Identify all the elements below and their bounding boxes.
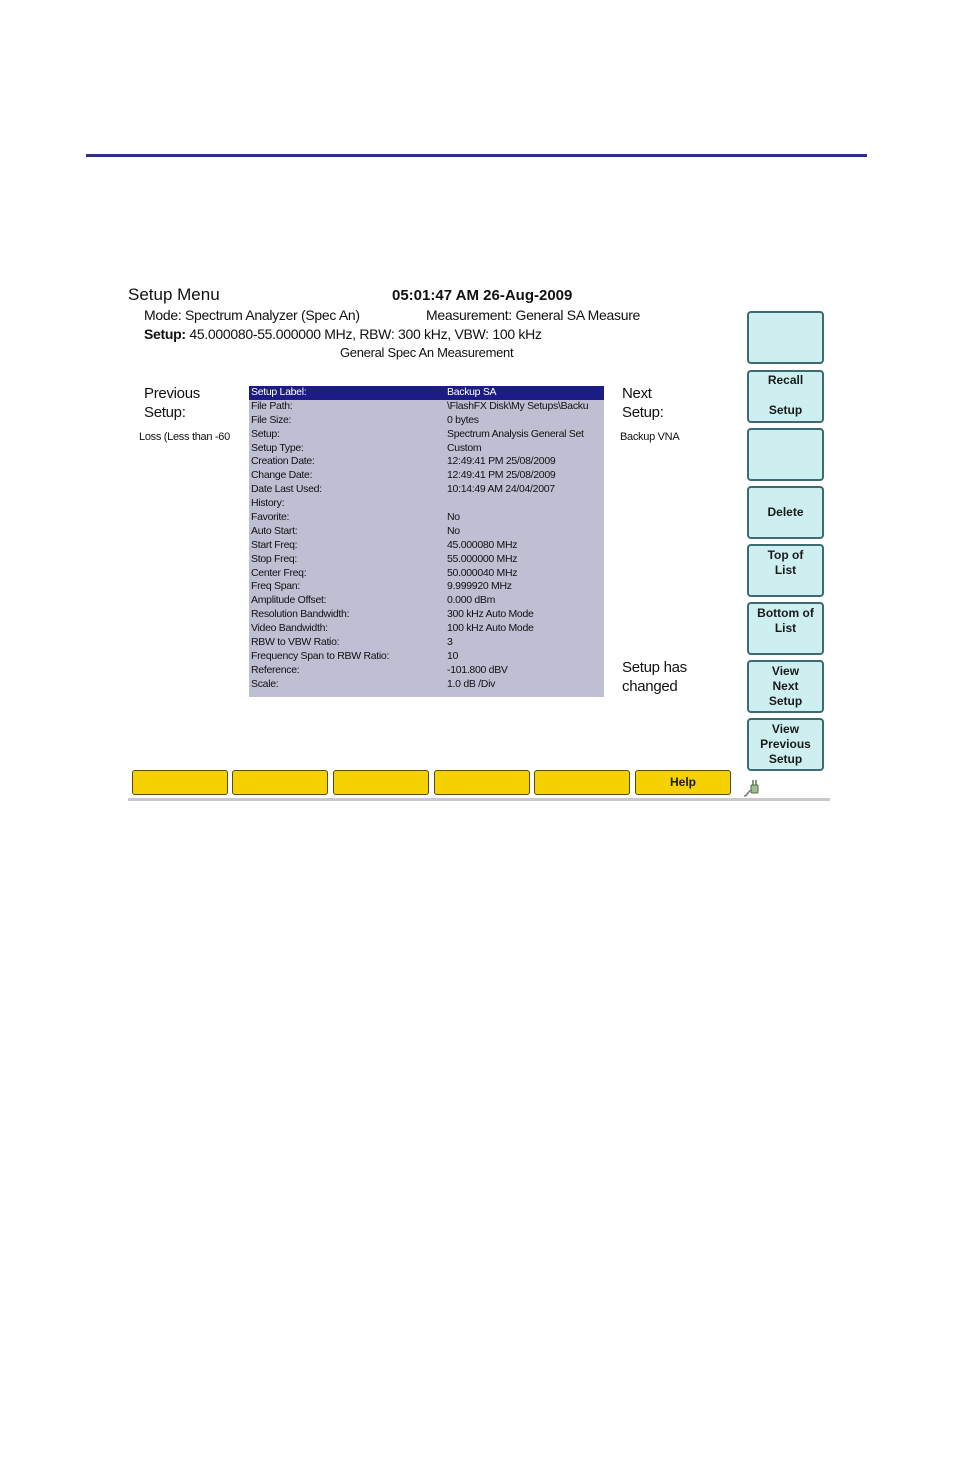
view-prev-label-1: View <box>771 722 800 736</box>
page-header-rule <box>86 154 867 157</box>
detail-label: Center Freq: <box>251 566 307 579</box>
detail-label: History: <box>251 497 285 510</box>
detail-label: Favorite: <box>251 511 290 524</box>
detail-value: 100 kHz Auto Mode <box>447 622 534 635</box>
setup-detail-row <box>249 539 604 553</box>
detail-label: Reference: <box>251 663 300 676</box>
setup-detail-row <box>249 678 604 692</box>
detail-label: Amplitude Offset: <box>251 594 327 607</box>
softkey-blank-2[interactable] <box>747 428 824 481</box>
view-previous-setup-button[interactable] <box>747 718 824 771</box>
recall-setup-label-1: Recall <box>767 373 804 387</box>
detail-value: No <box>447 524 460 537</box>
setup-detail-row <box>249 594 604 608</box>
setup-detail-row <box>249 553 604 567</box>
status-line2: changed <box>622 678 678 695</box>
detail-label: Setup: <box>251 427 280 440</box>
function-key-2[interactable] <box>232 770 328 795</box>
measurement-label: Measurement: <box>426 307 512 323</box>
top-of-list-label-1: Top of <box>767 548 804 562</box>
setup-detail-row <box>249 664 604 678</box>
detail-label: File Path: <box>251 399 293 412</box>
setup-detail-row <box>249 567 604 581</box>
delete-label: Delete <box>767 505 804 519</box>
detail-value: 1.0 dB /Div <box>447 677 496 690</box>
detail-label: File Size: <box>251 413 292 426</box>
bottom-of-list-button[interactable] <box>747 602 824 655</box>
detail-label: Stop Freq: <box>251 552 298 565</box>
detail-label: RBW to VBW Ratio: <box>251 636 340 649</box>
detail-value: Backup SA <box>447 386 497 398</box>
view-next-label-3: Setup <box>768 694 803 708</box>
function-key-4[interactable] <box>434 770 530 795</box>
function-key-1[interactable] <box>132 770 228 795</box>
view-next-setup-button[interactable] <box>747 660 824 713</box>
view-prev-label-3: Setup <box>768 752 803 766</box>
detail-label: Setup Type: <box>251 441 304 454</box>
help-button[interactable] <box>635 770 731 795</box>
detail-label: Freq Span: <box>251 580 300 593</box>
setup-details-panel <box>249 386 604 697</box>
detail-label: Frequency Span to RBW Ratio: <box>251 649 390 662</box>
detail-value: \FlashFX Disk\My Setups\Backu <box>447 399 589 412</box>
detail-value: 12:49:41 PM 25/08/2009 <box>447 469 556 482</box>
setup-detail-row <box>249 483 604 497</box>
setup-detail-row <box>249 636 604 650</box>
detail-label: Start Freq: <box>251 538 298 551</box>
setup-detail-row <box>249 650 604 664</box>
softkey-blank-1[interactable] <box>747 311 824 364</box>
detail-label: Scale: <box>251 677 279 690</box>
recall-setup-label-2: Setup <box>768 403 803 417</box>
setup-detail-row <box>249 622 604 636</box>
measurement-line <box>426 307 640 323</box>
setup-detail-row <box>249 580 604 594</box>
setup-line <box>144 326 542 342</box>
detail-value: 10:14:49 AM 24/04/2007 <box>447 483 555 496</box>
detail-label: Date Last Used: <box>251 483 322 496</box>
detail-value: 0.000 dBm <box>447 594 496 607</box>
page-title: Setup Menu <box>128 285 220 304</box>
detail-label: Auto Start: <box>251 524 298 537</box>
detail-value: Custom <box>447 441 482 454</box>
detail-label: Resolution Bandwidth: <box>251 608 350 621</box>
screen-bottom-border <box>128 798 830 801</box>
next-setup-line2: Setup: <box>622 404 664 421</box>
mode-line <box>144 307 360 323</box>
bottom-of-list-label-1: Bottom of <box>757 606 814 620</box>
detail-value: 3 <box>447 636 453 649</box>
setup-subtitle: General Spec An Measurement <box>340 345 514 360</box>
delete-button[interactable] <box>747 486 824 539</box>
top-of-list-label-2: List <box>774 563 797 577</box>
detail-value: -101.800 dBV <box>447 663 508 676</box>
datetime: 05:01:47 AM 26-Aug-2009 <box>392 287 573 304</box>
instrument-screen <box>128 283 830 803</box>
measurement-value: General SA Measure <box>515 307 641 323</box>
setup-detail-row <box>249 469 604 483</box>
power-plug-icon <box>740 774 764 798</box>
view-next-label-1: View <box>771 664 800 678</box>
setup-detail-row <box>249 414 604 428</box>
function-key-bar <box>128 768 830 798</box>
setup-detail-row <box>249 428 604 442</box>
detail-value: 10 <box>447 649 459 662</box>
previous-setup-heading <box>144 384 200 422</box>
status-line1: Setup has <box>622 659 687 676</box>
setup-detail-row <box>249 525 604 539</box>
setup-detail-row <box>249 608 604 622</box>
previous-setup-value: Loss (Less than -60 <box>139 431 230 443</box>
setup-detail-row <box>249 400 604 414</box>
top-of-list-button[interactable] <box>747 544 824 597</box>
view-next-label-2: Next <box>772 679 799 693</box>
previous-setup-line2: Setup: <box>144 404 186 421</box>
detail-value: No <box>447 511 460 524</box>
detail-value: 0 bytes <box>447 413 479 426</box>
view-prev-label-2: Previous <box>760 737 811 751</box>
function-key-5[interactable] <box>534 770 630 795</box>
detail-value: 45.000080 MHz <box>447 538 518 551</box>
function-key-3[interactable] <box>333 770 429 795</box>
next-setup-value: Backup VNA <box>620 431 680 443</box>
detail-value: 300 kHz Auto Mode <box>447 608 534 621</box>
setup-changed-status <box>622 658 687 696</box>
detail-label: Setup Label: <box>251 386 307 398</box>
detail-value: 9.999920 MHz <box>447 580 512 593</box>
next-setup-heading <box>622 384 664 422</box>
help-label: Help <box>669 775 696 789</box>
detail-label: Creation Date: <box>251 455 315 468</box>
detail-value: 50.000040 MHz <box>447 566 518 579</box>
detail-label: Video Bandwidth: <box>251 622 328 635</box>
setup-label: Setup: <box>144 326 186 342</box>
mode-value: Spectrum Analyzer (Spec An) <box>185 307 360 323</box>
mode-label: Mode: <box>144 307 182 323</box>
detail-label: Change Date: <box>251 469 313 482</box>
setup-value: 45.000080-55.000000 MHz, RBW: 300 kHz, VBW: 100 kHz <box>189 326 542 342</box>
next-setup-line1: Next <box>622 385 652 402</box>
detail-value: 12:49:41 PM 25/08/2009 <box>447 455 556 468</box>
setup-detail-row <box>249 455 604 469</box>
setup-detail-row <box>249 442 604 456</box>
setup-label-row-selected <box>249 386 604 400</box>
setup-detail-row <box>249 511 604 525</box>
detail-value: Spectrum Analysis General Set <box>447 427 584 440</box>
detail-value: 55.000000 MHz <box>447 552 518 565</box>
bottom-of-list-label-2: List <box>774 621 797 635</box>
setup-detail-row <box>249 497 604 511</box>
recall-setup-button[interactable] <box>747 370 824 423</box>
previous-setup-line1: Previous <box>144 385 200 402</box>
